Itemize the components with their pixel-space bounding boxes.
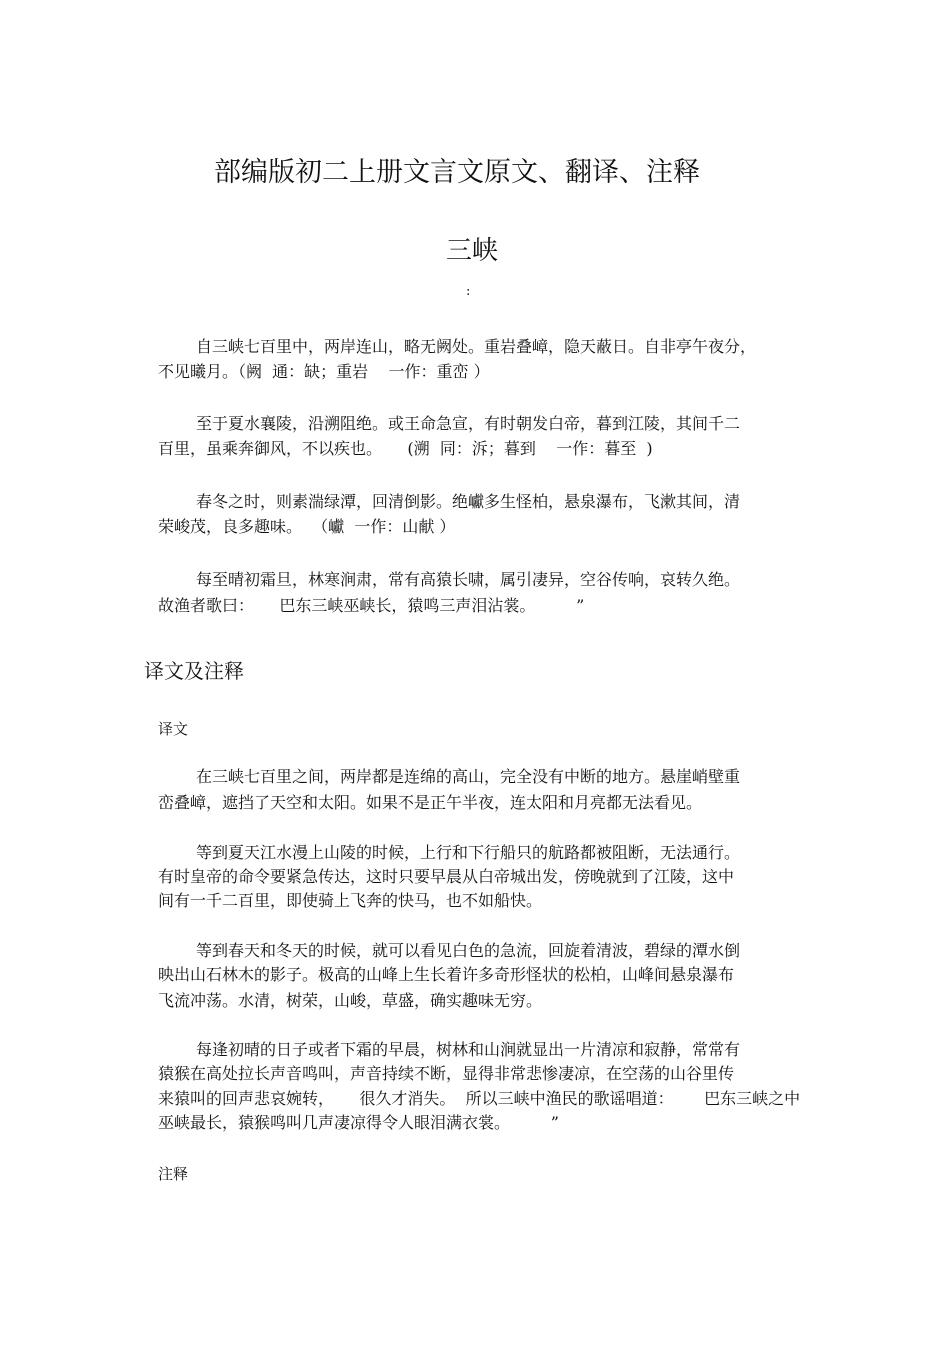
original-paragraph-2-line-1: 至于夏水襄陵，沿溯阻绝。或王命急宣，有时朝发白帝，暮到江陵，其间千二 [196, 414, 741, 433]
translation-paragraph-1-line-2: 峦叠嶂，遮挡了天空和太阳。如果不是正午半夜，连太阳和月亮都无法看见。 [158, 793, 703, 812]
translation-paragraph-1-line-1: 在三峡七百里之间，两岸都是连绵的高山，完全没有中断的地方。悬崖峭壁重 [196, 767, 741, 786]
original-paragraph-4-line-1: 每至晴初霜旦，林寒涧肃，常有高猿长啸，属引凄异，空谷传响，哀转久绝。 [196, 570, 741, 589]
translation-paragraph-3-line-1: 等到春天和冬天的时候，就可以看见白色的急流，回旋着清波，碧绿的潭水倒 [196, 941, 741, 960]
translation-paragraph-2-line-1: 等到夏天江水漫上山陵的时候，上行和下行船只的航路都被阻断，无法通行。 [196, 843, 741, 862]
original-paragraph-1-line-2: 不见曦月。（阙 通：缺；重岩 一作：重峦 ） [158, 362, 490, 381]
translation-paragraph-2-line-2: 有时皇帝的命令要紧急传达，这时只要早晨从白帝城出发，傍晚就到了江陵，这中 [158, 867, 735, 886]
poem-title: 三峡 [445, 236, 498, 266]
section-heading: 译文及注释 [144, 659, 244, 683]
translation-paragraph-3-line-3: 飞流冲荡。水清，树荣，山峻，草盛，确实趣味无穷。 [158, 991, 543, 1010]
original-paragraph-3-line-2: 荣峻茂，良多趣味。 （巘 一作：山献 ） [158, 517, 456, 536]
original-paragraph-3-line-1: 春冬之时，则素湍绿潭，回清倒影。绝巘多生怪柏，悬泉瀑布，飞漱其间，清 [196, 492, 741, 511]
original-paragraph-4-line-2: 故渔者歌曰： 巴东三峡巫峡长，猿鸣三声泪沾裳。 ” [158, 596, 585, 615]
translation-paragraph-4-line-4: 巫峡最长，猿猴鸣叫几声凄凉得令人眼泪满衣裳。 ” [158, 1113, 559, 1132]
translation-paragraph-4-line-2: 猿猴在高处拉长声音鸣叫，声音持续不断，显得非常悲惨凄凉，在空荡的山谷里传 [158, 1064, 735, 1083]
notes-label: 注释 [158, 1165, 189, 1183]
translation-paragraph-4-line-1: 每逢初晴的日子或者下霜的早晨，树林和山涧就显出一片清凉和寂静，常常有 [196, 1040, 741, 1059]
original-paragraph-1-line-1: 自三峡七百里中，两岸连山，略无阙处。重岩叠嶂，隐天蔽日。自非亭午夜分， [196, 337, 757, 356]
author-line: : [466, 284, 471, 299]
document-title: 部编版初二上册文言文原文、翻译、注释 [214, 157, 700, 188]
original-paragraph-2-line-2: 百里，虽乘奔御风，不以疾也。 (溯 同：泝；暮到 一作：暮至 ) [158, 439, 653, 458]
translation-paragraph-3-line-2: 映出山石林木的影子。极高的山峰上生长着许多奇形怪状的松柏，山峰间悬泉瀑布 [158, 965, 735, 984]
translation-paragraph-2-line-3: 间有一千二百里，即使骑上飞奔的快马，也不如船快。 [158, 891, 543, 910]
translation-paragraph-4-line-3: 来猿叫的回声悲哀婉转， 很久才消失。 所以三峡中渔民的歌谣唱道： 巴东三峡之中 [158, 1089, 801, 1108]
translation-label: 译文 [158, 720, 189, 738]
